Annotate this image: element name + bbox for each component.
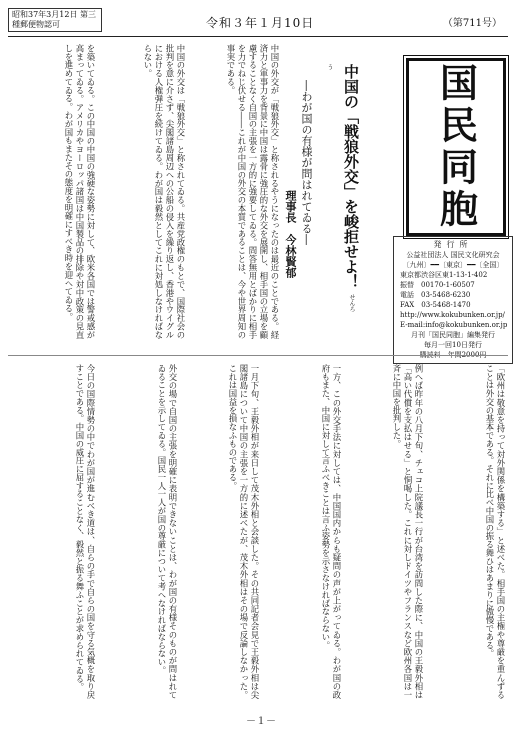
- publisher-email[interactable]: E-mail:info@kokubunken.or.jp: [400, 321, 508, 329]
- page-number: －１－: [246, 716, 276, 727]
- issue-number: （第711号）: [442, 18, 502, 29]
- upper-column-1: 中国の外交が「戦狼外交」と称されるやうになったのは最近のことである。経済力と軍事力を背景に中国は露骨に強圧的な外交を展開し、相手国の立場を顧慮することなく自国の主張を一方的に強要してゐる。問答無用とばかりに相手を力でねじ伏せる――これが中国の外交の本質であることは、今や世界周知の事実である。: [226, 44, 280, 339]
- author-byline: 理事長 今林賢郁: [284, 190, 297, 278]
- upper-column-2: 中国の外交は「戦狼外交」と称されてゐる。共産党政権のもとで、国際社会の批判を意に介さず、尖閣諸島周辺への公船の侵入を繰り返し、香港やウイグルにおける人権弾圧を続けてゐる。わが国は毅然としてこれに対処しなければならない。: [143, 44, 186, 339]
- publisher-schedule: 毎月一回10日発行: [424, 341, 482, 349]
- headline-text: 中国の「戦狼外交」を峻拒せよ！: [342, 64, 360, 289]
- lower-column-1: 「欧州は敬意を持って対外関係を構築する」と述べた。相手国の主権や尊厳を重んずることは外交の基本である。それに比べ中国の振る舞ひはあまりに傲慢である。: [485, 364, 506, 699]
- postal-license: 昭和37年3月12日 第三種郵便物認可: [8, 8, 102, 32]
- publisher-monthly: 月刊「国民同胞」編集発行: [411, 331, 495, 339]
- section-rule: [8, 355, 508, 356]
- lower-column-2: 例へば昨年の八月下旬、チェコ上院議長一行が台湾を訪問した際に、中国の王毅外相は「高い代償を支払はせる」と恫喝した。これに対しドイツやフランスなど欧州各国は一斉に中国を批判した。: [392, 364, 424, 699]
- subtitle: ―わが国の有様が問はれてゐる―: [300, 80, 313, 245]
- masthead-title: 国民同胞: [433, 63, 479, 231]
- publisher-label: 発行所: [433, 240, 473, 249]
- publisher-web[interactable]: http://www.kokubunken.or.jp/: [400, 311, 505, 319]
- masthead: [406, 58, 506, 236]
- publisher-org: 公益社団法人 国民文化研究会: [406, 251, 500, 259]
- lower-column-3: 一方、この外交手法に対しては、中国国内からも疑問の声が上がってゐる。わが国の政府もまた、中国に対して言ふべきことは言ふ姿勢を示さなければならない。: [321, 364, 342, 699]
- header-rule: [8, 36, 508, 37]
- publisher-furikae: 振替 00170-1-60507: [400, 281, 475, 289]
- lower-column-6: 今日の国際情勢の中でわが国が進むべき道は、自らの手で自らの国を守る気概を取り戻すことである。中国の威圧に屈することなく、毅然と振る舞ふことが求められてゐる。: [75, 364, 96, 699]
- headline: [318, 64, 362, 314]
- upper-column-3: を築いてゐる。この中国の中国の強硬な姿勢に対して、欧米各国では警戒感が高まってゐる。アメリカやヨーロッパ諸国は中国製品の排除や対中政策の見直しを進めてゐる。わが国もまたその態度を明確にすべき時を迎へてゐる。: [64, 44, 96, 339]
- headline-ruby: せんろう: [326, 64, 355, 313]
- issue-date: 令和３年１月10日: [206, 16, 315, 30]
- publisher-tel: 電話 03-5468-6230: [400, 291, 471, 299]
- publisher-fax: FAX 03-5468-1470: [400, 301, 471, 309]
- publisher-route: 〔九州〕━━〔東京〕━━〔全国〕: [402, 261, 504, 269]
- lower-column-4: 一月下旬、王毅外相が来日して茂木外相と会談した。その共同記者会見で王毅外相は尖閣諸島について中国の主張を一方的に述べたが、茂木外相はその場で反論しなかった。これは国益を損なふものである。: [228, 364, 260, 699]
- lower-column-5: 外交の場で自国の主張を明確に表明できないことは、わが国の有様そのものが問はれてゐることを示してゐる。国民一人一人が国の尊厳について考へなければならない。: [157, 364, 178, 699]
- publisher-box: [393, 236, 513, 364]
- publisher-address: 東京都渋谷区東1-13-1-402: [400, 271, 488, 279]
- publisher-price: 購読料 年間2000円: [419, 351, 487, 359]
